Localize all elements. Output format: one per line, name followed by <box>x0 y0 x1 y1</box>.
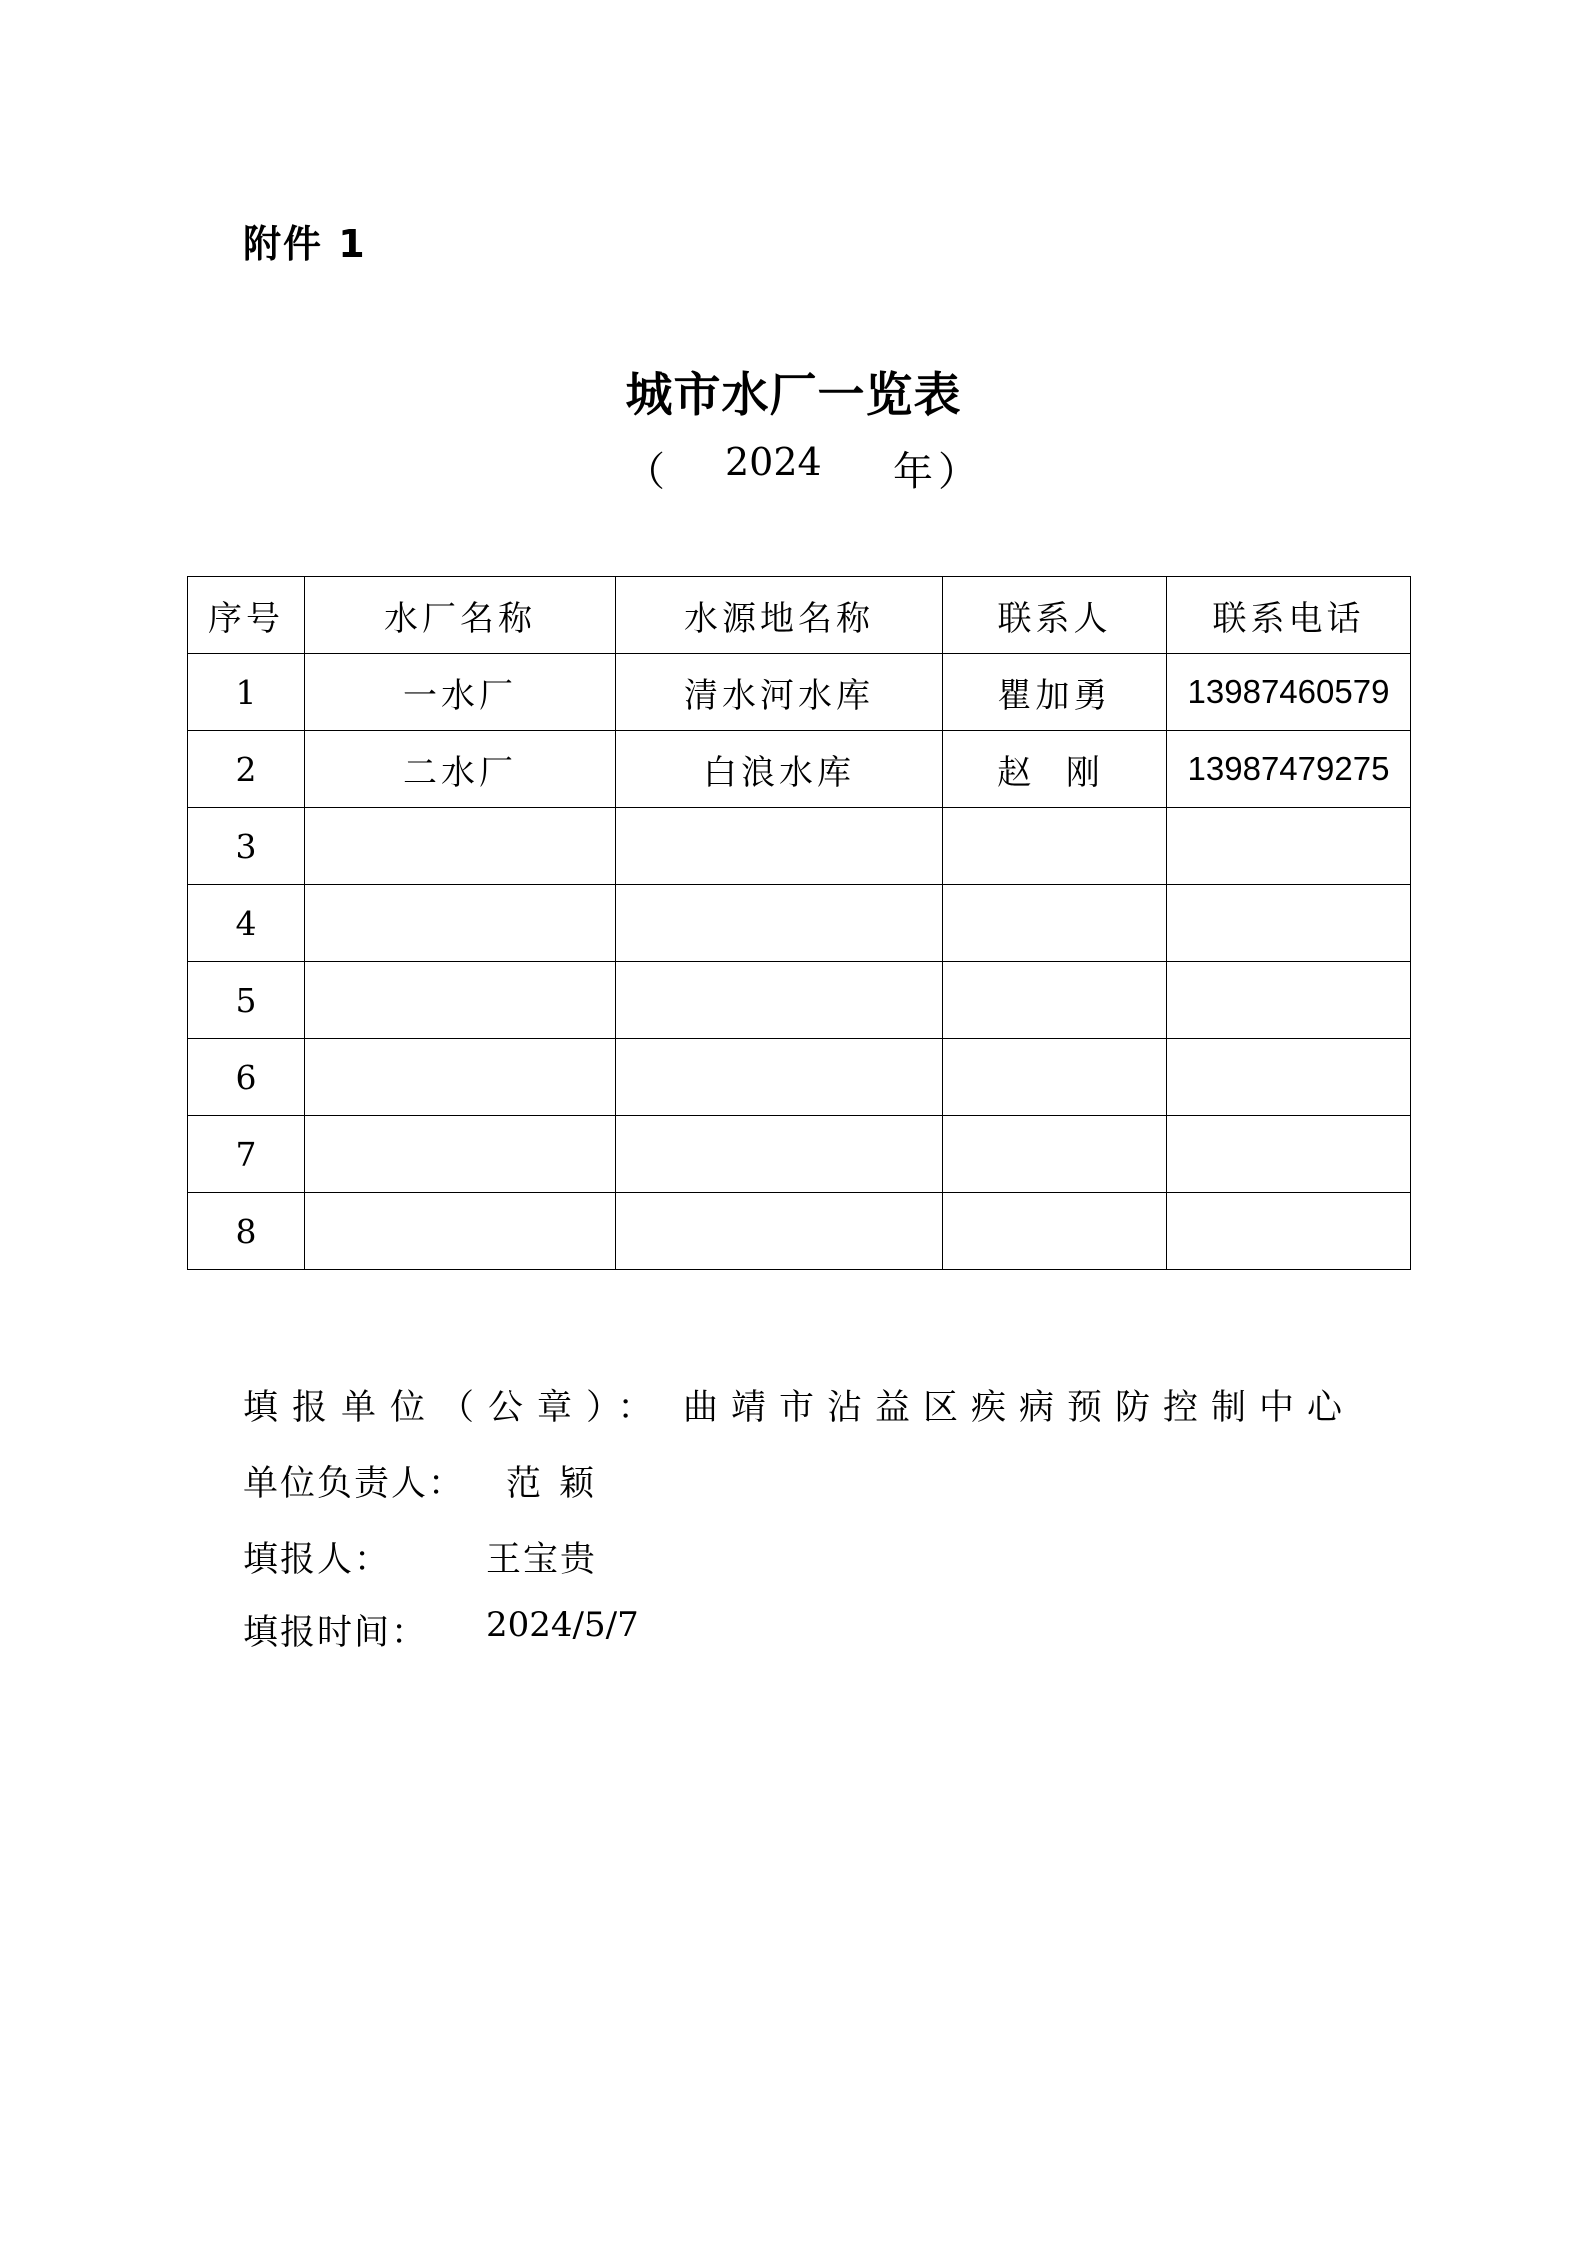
filler-value: 王宝贵 <box>486 1540 598 1580</box>
cell-source-name <box>616 1039 943 1116</box>
cell-phone <box>1167 1116 1411 1193</box>
table-row <box>188 962 1411 1039</box>
year-line <box>0 440 1587 500</box>
cell-source-name <box>616 962 943 1039</box>
cell-contact <box>943 885 1167 962</box>
table-row <box>188 654 1411 731</box>
cell-phone <box>1167 962 1411 1039</box>
attachment-label: 附件 1 <box>243 222 367 266</box>
cell-no: 3 <box>188 808 305 885</box>
cell-no: 5 <box>188 962 305 1039</box>
table-row <box>188 1193 1411 1270</box>
cell-source-name <box>616 808 943 885</box>
header-contact: 联系人 <box>943 577 1167 654</box>
cell-plant-name <box>305 962 616 1039</box>
table-row <box>188 808 1411 885</box>
unit-head-label: 单位负责人： <box>243 1464 466 1504</box>
reporting-unit-value: 曲靖市沾益区疾病预防控制中心 <box>683 1388 1356 1428</box>
header-plant-name: 水厂名称 <box>305 577 616 654</box>
cell-contact <box>943 1193 1167 1270</box>
cell-no: 2 <box>188 731 305 808</box>
cell-no: 8 <box>188 1193 305 1270</box>
cell-contact <box>943 962 1167 1039</box>
cell-source-name: 白浪水库 <box>616 731 943 808</box>
cell-plant-name: 二水厂 <box>305 731 616 808</box>
report-time-value: 2024/5/7 <box>486 1605 639 1645</box>
year-close-paren: ） <box>938 449 978 495</box>
cell-plant-name <box>305 1116 616 1193</box>
year-char: 年 <box>893 449 933 495</box>
cell-phone <box>1167 1039 1411 1116</box>
cell-phone <box>1167 885 1411 962</box>
cell-phone <box>1167 808 1411 885</box>
table-row <box>188 885 1411 962</box>
water-plant-table <box>187 576 1411 1270</box>
table-row <box>188 1116 1411 1193</box>
year-open-paren: （ <box>625 449 665 495</box>
cell-source-name <box>616 1193 943 1270</box>
table-header-row <box>188 577 1411 654</box>
cell-phone <box>1167 1193 1411 1270</box>
filler-label: 填报人： <box>243 1540 392 1580</box>
cell-plant-name <box>305 885 616 962</box>
report-time-label: 填报时间： <box>243 1613 429 1653</box>
cell-contact: 赵 刚 <box>943 731 1167 808</box>
page-title: 城市水厂一览表 <box>625 368 962 423</box>
cell-source-name <box>616 885 943 962</box>
table-row <box>188 731 1411 808</box>
cell-contact <box>943 808 1167 885</box>
cell-source-name <box>616 1116 943 1193</box>
cell-source-name: 清水河水库 <box>616 654 943 731</box>
cell-plant-name <box>305 808 616 885</box>
cell-phone: 13987460579 <box>1167 654 1411 731</box>
year-value: 2024 <box>725 440 822 484</box>
cell-no: 7 <box>188 1116 305 1193</box>
cell-contact: 瞿加勇 <box>943 654 1167 731</box>
cell-contact <box>943 1039 1167 1116</box>
cell-contact <box>943 1116 1167 1193</box>
header-source-name: 水源地名称 <box>616 577 943 654</box>
reporting-unit-label: 填报单位（公章）： <box>243 1388 667 1428</box>
cell-no: 6 <box>188 1039 305 1116</box>
cell-no: 1 <box>188 654 305 731</box>
cell-no: 4 <box>188 885 305 962</box>
table-row <box>188 1039 1411 1116</box>
cell-plant-name: 一水厂 <box>305 654 616 731</box>
unit-head-value: 范颖 <box>506 1464 613 1504</box>
cell-plant-name <box>305 1039 616 1116</box>
cell-plant-name <box>305 1193 616 1270</box>
cell-phone: 13987479275 <box>1167 731 1411 808</box>
header-no: 序号 <box>188 577 305 654</box>
header-phone: 联系电话 <box>1167 577 1411 654</box>
